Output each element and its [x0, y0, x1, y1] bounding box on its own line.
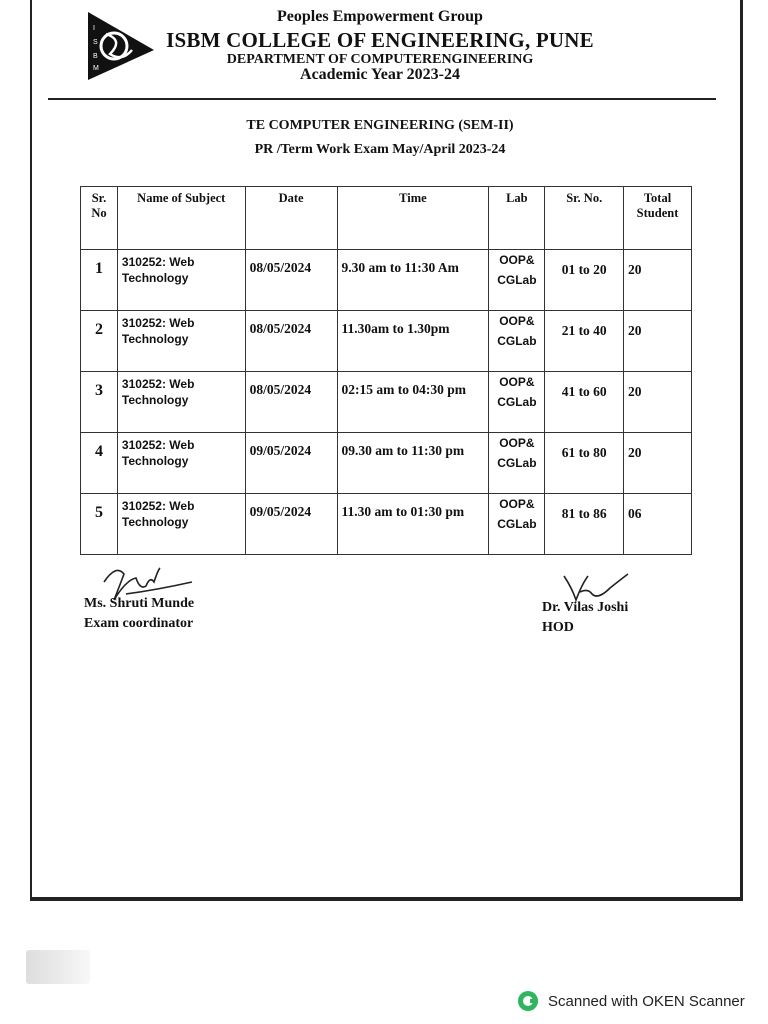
table-row — [81, 433, 692, 494]
row-total: 20 — [624, 433, 692, 494]
row-total: 20 — [624, 311, 692, 372]
row-sr-no: 2 — [81, 311, 118, 372]
coordinator-block — [84, 594, 194, 634]
exam-subtitle: PR /Term Work Exam May/April 2023-24 — [254, 142, 506, 157]
department-name: DEPARTMENT OF COMPUTERENGINEERING — [226, 52, 534, 67]
row-sr-no: 5 — [81, 494, 118, 555]
exam-class-title: TE COMPUTER ENGINEERING (SEM-II) — [246, 118, 514, 133]
header-subject: Name of Subject — [117, 187, 245, 250]
row-total: 20 — [624, 372, 692, 433]
org-name: Peoples Empowerment Group — [277, 8, 483, 25]
row-time: 9.30 am to 11:30 Am — [337, 250, 489, 311]
oken-scanner-icon — [516, 989, 540, 1013]
row-subject: 310252: Web Technology — [117, 494, 245, 555]
header-lab: Lab — [489, 187, 545, 250]
scanner-text: Scanned with OKEN Scanner — [548, 992, 745, 1010]
row-seat-range: 41 to 60 — [545, 372, 624, 433]
row-lab: OOP& CGLab — [489, 494, 545, 555]
row-seat-range: 21 to 40 — [545, 311, 624, 372]
coordinator-role: Exam coordinator — [84, 616, 194, 631]
header-date: Date — [245, 187, 337, 250]
svg-text:M: M — [93, 65, 99, 72]
row-time: 02:15 am to 04:30 pm — [337, 372, 489, 433]
table-header-row — [81, 187, 692, 250]
row-total: 06 — [624, 494, 692, 555]
svg-text:S: S — [93, 39, 98, 46]
row-lab: OOP& CGLab — [489, 250, 545, 311]
svg-text:I: I — [93, 25, 95, 32]
row-sr-no: 3 — [81, 372, 118, 433]
hod-name: Dr. Vilas Joshi — [542, 600, 629, 615]
exam-schedule-table — [80, 186, 692, 555]
svg-text:B: B — [93, 53, 98, 60]
row-seat-range: 61 to 80 — [545, 433, 624, 494]
row-date: 09/05/2024 — [245, 494, 337, 555]
row-date: 08/05/2024 — [245, 372, 337, 433]
college-logo — [84, 10, 156, 82]
row-date: 08/05/2024 — [245, 311, 337, 372]
row-subject: 310252: Web Technology — [117, 372, 245, 433]
academic-year: Academic Year 2023-24 — [300, 66, 460, 83]
header-time: Time — [337, 187, 489, 250]
row-seat-range: 81 to 86 — [545, 494, 624, 555]
hod-block — [542, 598, 628, 638]
row-lab: OOP& CGLab — [489, 433, 545, 494]
row-time: 11.30am to 1.30pm — [337, 311, 489, 372]
row-date: 08/05/2024 — [245, 250, 337, 311]
college-name: ISBM COLLEGE OF ENGINEERING, PUNE — [166, 28, 594, 52]
row-sr-no: 4 — [81, 433, 118, 494]
scan-smudge — [26, 950, 90, 984]
coordinator-name: Ms. Shruti Munde — [84, 596, 195, 611]
table-row — [81, 372, 692, 433]
header-seat-range: Sr. No. — [545, 187, 624, 250]
row-time: 09.30 am to 11:30 pm — [337, 433, 489, 494]
table-row — [81, 494, 692, 555]
header-sr-no: Sr. No — [81, 187, 118, 250]
row-subject: 310252: Web Technology — [117, 311, 245, 372]
row-sr-no: 1 — [81, 250, 118, 311]
row-time: 11.30 am to 01:30 pm — [337, 494, 489, 555]
scanner-watermark — [516, 989, 745, 1013]
row-lab: OOP& CGLab — [489, 372, 545, 433]
row-subject: 310252: Web Technology — [117, 250, 245, 311]
table-row — [81, 311, 692, 372]
row-lab: OOP& CGLab — [489, 311, 545, 372]
row-seat-range: 01 to 20 — [545, 250, 624, 311]
table-row — [81, 250, 692, 311]
header-total-students: Total Student — [624, 187, 692, 250]
row-date: 09/05/2024 — [245, 433, 337, 494]
hod-role: HOD — [542, 620, 574, 635]
row-total: 20 — [624, 250, 692, 311]
header-divider — [48, 98, 716, 100]
row-subject: 310252: Web Technology — [117, 433, 245, 494]
